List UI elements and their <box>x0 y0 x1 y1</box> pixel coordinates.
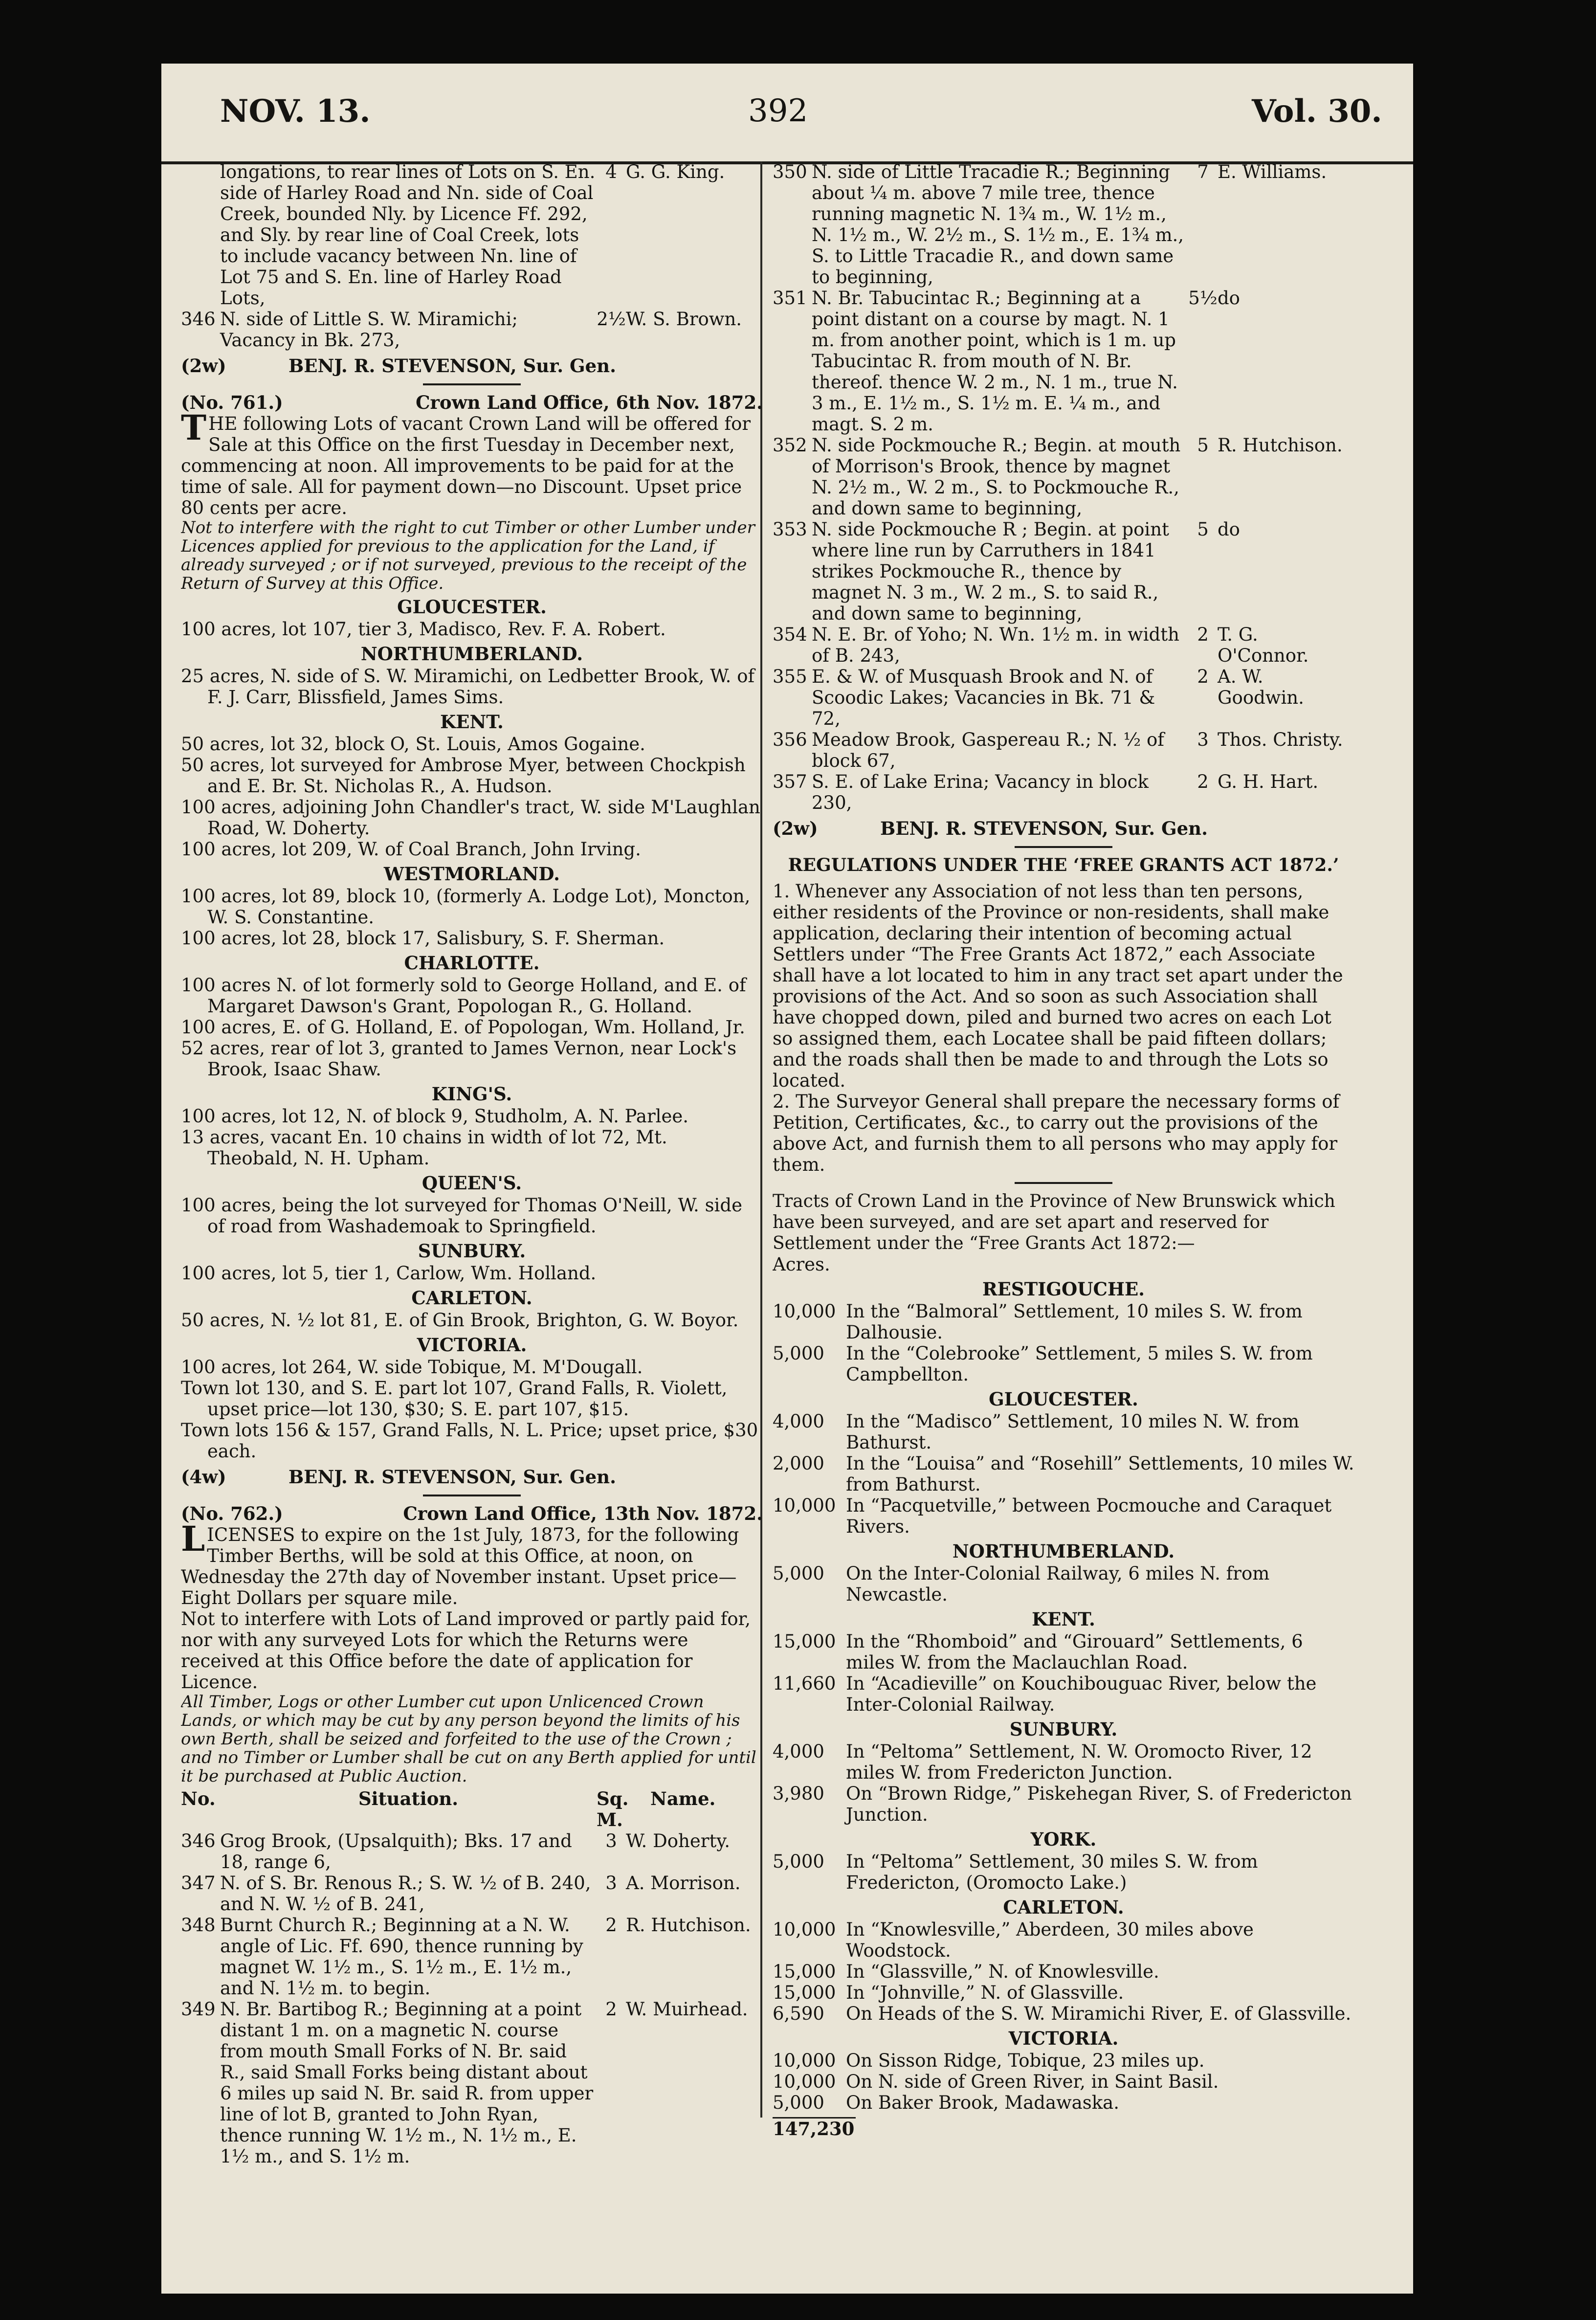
notice-office-date: Crown Land Office, 13th Nov. 1872. <box>403 1503 763 1524</box>
continued-description: longations, to rear lines of Lots on S. En. side of Harley Road and Nn. side of Coal Creek, bounded Nly. by Licence Ff. 292, and Sly. by rear line of Coal Creek, lots to include vacancy between Nn. line of Lot 75 and S. En. line of Harley Road Lots, <box>220 161 596 309</box>
section-rule <box>1015 846 1112 848</box>
tract-county-heading: YORK. <box>1030 1829 1097 1850</box>
tract-description: In the “Colebrooke” Settlement, 5 miles S. W. from Campbellton. <box>846 1343 1313 1385</box>
acres-total: 147,230 <box>773 2117 856 2140</box>
tract-acres: 5,000 <box>773 2092 824 2113</box>
county-lot-list <box>181 597 763 1462</box>
notice-office-date: Crown Land Office, 6th Nov. 1872. <box>416 392 763 413</box>
berth-situation: N. side Pockmouche R.; Begin. at mouth of Morrison's Brook, thence by magnet N. 2½ m., W. 2 m., S. to Pockmouche R., and down same to beginning, <box>812 435 1181 519</box>
berth-situation: Burnt Church R.; Beginning at a N. W. angle of Lic. Ff. 690, thence running by magnet W. 1½ m., S. 1½ m., E. 1½ m., and N. 1½ m. to begin. <box>220 1915 583 1999</box>
notice-761-heading <box>181 392 763 413</box>
tract-row <box>773 1631 1354 1673</box>
berth-situation: Grog Brook, (Upsalquith); Bks. 17 and 18, range 6, <box>220 1830 572 1873</box>
volume-number: Vol. 30. <box>1252 93 1382 130</box>
berth-situation: N. side of Little Tracadie R.; Beginning about ¼ m. above 7 mile tree, thence running magnetic N. 1¾ m., W. 1½ m., N. 1½ m., W. 2½ m., S. 1½ m., E. 1¾ m., S. to Little Tracadie R., and down same to beginning, <box>812 161 1184 288</box>
berth-number: 356 <box>773 729 807 750</box>
left-column <box>181 161 763 2166</box>
berth-row <box>773 771 1354 813</box>
tract-list <box>773 1279 1354 2113</box>
berth-situation: Meadow Brook, Gaspereau R.; N. ½ of block 67, <box>812 729 1164 771</box>
tract-description: In “Johnville,” N. of Glassville. <box>846 1982 1124 2003</box>
berth-name: G. G. King. <box>626 161 725 182</box>
tract-acres: 11,660 <box>773 1673 836 1694</box>
lot-entry: 100 acres, lot 107, tier 3, Madisco, Rev. F. A. Robert. <box>181 619 666 640</box>
gazette-page <box>161 64 1413 2294</box>
berth-row <box>773 624 1354 666</box>
tract-row <box>773 1919 1354 1961</box>
issue-date: NOV. 13. <box>220 93 371 130</box>
county-heading: GLOUCESTER. <box>397 596 547 618</box>
tract-description: On N. side of Green River, in Saint Basil. <box>846 2071 1219 2092</box>
berth-situation: N. E. Br. of Yoho; N. Wn. 1½ m. in width of B. 243, <box>812 624 1179 666</box>
tract-acres: 10,000 <box>773 2050 836 2071</box>
tract-acres: 3,980 <box>773 1783 824 1804</box>
notice-number: (No. 762.) <box>181 1503 283 1524</box>
tract-row <box>773 1563 1354 1605</box>
lot-entry: 100 acres N. of lot formerly sold to George Holland, and E. of Margaret Dawson's Grant, Popologan R., G. Holland. <box>181 975 746 1017</box>
berth-number: 351 <box>773 288 807 309</box>
regulations-title: REGULATIONS UNDER THE ‘FREE GRANTS ACT 1872.’ <box>788 855 1339 875</box>
berth-number: 355 <box>773 666 807 687</box>
tract-county-heading: NORTHUMBERLAND. <box>952 1540 1175 1562</box>
tract-county-heading: RESTIGOUCHE. <box>982 1278 1145 1300</box>
tracts-intro: Tracts of Crown Land in the Province of New Brunswick which have been surveyed, and are set apart and reserved for Settlement under the “Free Grants Act 1872:— <box>773 1191 1335 1253</box>
berth-name: A. Morrison. <box>626 1873 741 1894</box>
acres-label: Acres. <box>773 1254 830 1275</box>
insertion-tag: (2w) <box>181 355 226 377</box>
tract-row <box>773 1495 1354 1537</box>
tract-row <box>773 1453 1354 1495</box>
col-no: No. <box>181 1788 216 1809</box>
berth-number: 347 <box>181 1873 216 1894</box>
tract-row <box>773 2071 1354 2092</box>
signature-name: BENJ. R. STEVENSON, Sur. Gen. <box>880 818 1208 839</box>
insertion-tag: (4w) <box>181 1466 226 1488</box>
tract-row <box>773 1982 1354 2003</box>
county-heading: WESTMORLAND. <box>383 863 560 885</box>
tract-description: In the “Balmoral” Settlement, 10 miles S. W. from Dalhousie. <box>846 1301 1303 1343</box>
berth-situation: E. & W. of Musquash Brook and N. of Scoodic Lakes; Vacancies in Bk. 71 & 72, <box>812 666 1155 729</box>
berth-name: do <box>1218 288 1240 309</box>
lot-entry: 50 acres, N. ½ lot 81, E. of Gin Brook, Brighton, G. W. Boyor. <box>181 1310 739 1331</box>
tract-description: In “Acadieville” on Kouchibouguac River, below the Inter-Colonial Railway. <box>846 1673 1317 1715</box>
berth-situation: N. side of Little S. W. Miramichi; Vacancy in Bk. 273, <box>220 309 518 351</box>
tract-county-heading: KENT. <box>1032 1608 1095 1630</box>
lot-entry: 50 acres, lot 32, block O, St. Louis, Amos Gogaine. <box>181 734 645 755</box>
berth-situation: N. side Pockmouche R ; Begin. at point where line run by Carruthers in 1841 strikes Pockmouche R., thence by magnet N. 3 m., W. 2 m., S. to said R., and down same to beginning, <box>812 519 1169 624</box>
col-situation: Situation. <box>358 1788 459 1809</box>
berth-row <box>773 729 1354 771</box>
berth-sq-miles: 2 <box>1197 771 1209 792</box>
lot-entry: 25 acres, N. side of S. W. Miramichi, on Ledbetter Brook, W. of F. J. Carr, Blissfield, James Sims. <box>181 666 755 708</box>
berth-row <box>181 1873 763 1915</box>
berth-number: 349 <box>181 1999 216 2020</box>
notice-761-body <box>181 407 763 518</box>
lot-entry: 13 acres, vacant En. 10 chains in width of lot 72, Mt. Theobald, N. H. Upham. <box>181 1127 667 1169</box>
lot-entry: 100 acres, lot 12, N. of block 9, Studholm, A. N. Parlee. <box>181 1106 689 1127</box>
tract-row <box>773 2050 1354 2071</box>
berth-table <box>181 1830 763 2166</box>
berth-sq-miles: 7 <box>1197 161 1209 182</box>
tract-acres: 5,000 <box>773 1563 824 1584</box>
notice-762-caveat: All Timber, Logs or other Lumber cut upon Unlicenced Crown Lands, or which may be cut by any person beyond the limits of his own Berth, shall be seized and forfeited to the use of the Crown ; and no Timber or Lumber shall be cut on any Berth applied for until it be purchased at Public Auction. <box>181 1692 756 1786</box>
tract-county-heading: CARLETON. <box>1003 1896 1124 1918</box>
lot-entry: 100 acres, adjoining John Chandler's tract, W. side M'Laughlan Road, W. Doherty. <box>181 797 760 839</box>
lot-entry: 100 acres, E. of G. Holland, E. of Popologan, Wm. Holland, Jr. <box>181 1017 745 1038</box>
signature-line <box>773 818 1354 839</box>
notice-761-text: HE following Lots of vacant Crown Land will be offered for Sale at this Office on the first Tuesday in December next, commencing at noon. All improvements to be paid for at the time of sale. All for payment down—no Discount. Upset price 80 cents per acre. <box>181 413 751 518</box>
berth-sq-miles: 5 <box>1197 519 1209 540</box>
berth-number: 357 <box>773 771 807 792</box>
notice-number: (No. 761.) <box>181 392 283 413</box>
tract-row <box>773 1961 1354 1982</box>
tract-description: On Sisson Ridge, Tobique, 23 miles up. <box>846 2050 1205 2071</box>
continued-berth <box>181 161 763 309</box>
tract-description: On Heads of the S. W. Miramichi River, E. of Glassville. <box>846 2003 1352 2024</box>
tract-row <box>773 2003 1354 2024</box>
berth-number: 348 <box>181 1915 216 1936</box>
county-heading: QUEEN'S. <box>421 1172 522 1194</box>
berth-row <box>181 1915 763 1999</box>
tract-acres: 4,000 <box>773 1741 824 1762</box>
berth-row <box>773 666 1354 729</box>
berth-number: 346 <box>181 309 216 330</box>
berth-situation: N. Br. Bartibog R.; Beginning at a point distant 1 m. on a magnetic N. course from mouth Small Forks of N. Br. said R., said Small Forks being distant about 6 miles up said N. Br. said R. from upper line of lot B, granted to John Ryan, thence running W. 1½ m., N. 1½ m., E. 1½ m., and S. 1½ m. <box>220 1999 594 2166</box>
lot-entry: 100 acres, lot 28, block 17, Salisbury, S. F. Sherman. <box>181 928 665 949</box>
berth-sq-miles: 3 <box>605 1830 617 1852</box>
tract-description: In the “Madisco” Settlement, 10 miles N. W. from Bathurst. <box>846 1411 1300 1453</box>
tract-row <box>773 1851 1354 1893</box>
berth-sq-miles: 3 <box>605 1873 617 1894</box>
tract-row <box>773 1741 1354 1783</box>
section-rule <box>423 383 521 385</box>
right-column <box>773 161 1354 2166</box>
berth-situation: S. E. of Lake Erina; Vacancy in block 230, <box>812 771 1149 813</box>
berth-row <box>773 161 1354 288</box>
berth-name: Thos. Christy. <box>1218 729 1343 750</box>
tract-description: On the Inter-Colonial Railway, 6 miles N. from Newcastle. <box>846 1563 1270 1605</box>
berth-sq-miles: 2 <box>1197 666 1209 687</box>
drop-cap: T <box>181 407 207 448</box>
tract-acres: 10,000 <box>773 1495 836 1516</box>
berth-sq-miles: 2½ <box>597 309 626 330</box>
berth-sq-miles: 5½ <box>1188 288 1218 309</box>
lot-entry: 50 acres, lot surveyed for Ambrose Myer, between Chockpish and E. Br. St. Nicholas R., A. Hudson. <box>181 755 746 797</box>
county-heading: KENT. <box>440 711 504 733</box>
page-header <box>161 64 1413 164</box>
berth-situation: N. Br. Tabucintac R.; Beginning at a point distant on a course by magt. N. 1 m. from another point, which is 1 m. up Tabucintac R. from mouth of N. Br. thereof. thence W. 2 m., N. 1 m., true N. 3 m., E. 1½ m., S. 1½ m. E. ¼ m., and magt. S. 2 m. <box>812 288 1178 435</box>
page-number: 392 <box>748 93 808 129</box>
tract-description: In “Glassville,” N. of Knowlesville. <box>846 1961 1159 1982</box>
berth-row <box>181 1830 763 1873</box>
tract-row <box>773 1411 1354 1453</box>
tract-acres: 10,000 <box>773 1301 836 1322</box>
tract-description: In “Pacquetville,” between Pocmouche and Caraquet Rivers. <box>846 1495 1332 1537</box>
berth-name: W. S. Brown. <box>626 309 742 330</box>
regulation-1: 1. Whenever any Association of not less than ten persons, either residents of the Province or non-residents, shall make application, declaring their intention of becoming actual Settlers under “The Free Grants Act 1872,” each Associate shall have a lot located to him in any tract set apart under the provisions of the Act. And so soon as such Association shall have chopped down, piled and burned two acres on each Lot so assigned them, each Locatee shall be paid fifteen dollars; and the roads shall then be made to and through the Lots so located. <box>773 881 1343 1091</box>
berth-sq-miles: 3 <box>1197 729 1209 750</box>
notice-762-body <box>181 1518 763 1608</box>
berth-sq-miles: 4 <box>605 161 617 182</box>
lot-entry: 100 acres, lot 264, W. side Tobique, M. M'Dougall. <box>181 1357 643 1378</box>
tract-acres: 15,000 <box>773 1982 836 2003</box>
tract-row <box>773 2092 1354 2113</box>
notice-762-heading <box>181 1503 763 1524</box>
berth-sq-miles: 2 <box>605 1915 617 1936</box>
county-heading: CHARLOTTE. <box>404 952 540 974</box>
tract-acres: 10,000 <box>773 1919 836 1940</box>
tract-description: In the “Louisa” and “Rosehill” Settlements, 10 miles W. from Bathurst. <box>846 1453 1354 1495</box>
berth-number: 354 <box>773 624 807 645</box>
berth-sq-miles: 2 <box>1197 624 1209 645</box>
col-name: Name. <box>650 1788 716 1809</box>
section-rule <box>423 1495 521 1496</box>
tract-acres: 6,590 <box>773 2003 824 2024</box>
tract-acres: 5,000 <box>773 1343 824 1364</box>
tract-acres: 5,000 <box>773 1851 824 1872</box>
berth-name: do <box>1218 519 1240 540</box>
tract-acres: 2,000 <box>773 1453 824 1474</box>
berth-sq-miles: 2 <box>605 1999 617 2020</box>
county-heading: CARLETON. <box>411 1287 532 1309</box>
tract-row <box>773 1343 1354 1385</box>
berth-name: W. Doherty. <box>626 1830 731 1852</box>
tract-description: On Baker Brook, Madawaska. <box>846 2092 1119 2113</box>
regulation-2: 2. The Surveyor General shall prepare the necessary forms of Petition, Certificates, &c., to carry out the provisions of the above Act, and furnish them to all persons who may apply for them. <box>773 1091 1340 1175</box>
tract-row <box>773 1673 1354 1715</box>
signature-line <box>181 1467 763 1488</box>
county-heading: KING'S. <box>431 1083 512 1105</box>
section-rule <box>1015 1182 1112 1184</box>
tract-acres: 15,000 <box>773 1961 836 1982</box>
berth-number: 350 <box>773 161 807 182</box>
tract-description: In “Knowlesville,” Aberdeen, 30 miles above Woodstock. <box>846 1919 1254 1961</box>
berth-row <box>773 519 1354 624</box>
notice-762-text: ICENSES to expire on the 1st July, 1873, for the following Timber Berths, will be sold at this Office, at noon, on Wednesday the 27th day of November instant. Upset price—Eight Dollars per square mile. <box>181 1524 739 1608</box>
county-heading: VICTORIA. <box>417 1334 527 1356</box>
berth-number: 346 <box>181 1830 216 1852</box>
tract-description: In the “Rhomboid” and “Girouard” Settlements, 6 miles W. from the Maclauchlan Road. <box>846 1631 1303 1673</box>
berth-number: 353 <box>773 519 807 540</box>
tract-row <box>773 1783 1354 1825</box>
signature-name: BENJ. R. STEVENSON, Sur. Gen. <box>288 1466 616 1488</box>
berth-table-header <box>181 1788 763 1830</box>
berth-name: G. H. Hart. <box>1218 771 1319 792</box>
berth-name: E. Williams. <box>1218 161 1327 182</box>
berth-row <box>181 309 763 351</box>
lot-entry: 52 acres, rear of lot 3, granted to James Vernon, near Lock's Brook, Isaac Shaw. <box>181 1038 737 1080</box>
tract-description: In “Peltoma” Settlement, 30 miles S. W. from Fredericton, (Oromocto Lake.) <box>846 1851 1258 1893</box>
signature-line <box>181 356 763 377</box>
lot-entry: 100 acres, lot 89, block 10, (formerly A. Lodge Lot), Moncton, W. S. Constantine. <box>181 886 751 928</box>
drop-cap: L <box>181 1518 205 1559</box>
notice-762-body-2: Not to interfere with Lots of Land improved or partly paid for, nor with any surveyed Lots for which the Returns were received at this Office before the date of application for Licence. <box>181 1608 751 1693</box>
lot-entry: 100 acres, lot 209, W. of Coal Branch, John Irving. <box>181 839 641 860</box>
tract-acres: 10,000 <box>773 2071 836 2092</box>
tract-county-heading: VICTORIA. <box>1008 2028 1119 2049</box>
berth-situation: N. of S. Br. Renous R.; S. W. ½ of B. 240, and N. W. ½ of B. 241, <box>220 1873 591 1915</box>
lot-entry: 100 acres, lot 5, tier 1, Carlow, Wm. Holland. <box>181 1263 597 1284</box>
berth-row <box>773 288 1354 435</box>
berth-name: R. Hutchison. <box>1218 435 1343 456</box>
tract-acres: 4,000 <box>773 1411 824 1432</box>
berth-name: R. Hutchison. <box>626 1915 751 1936</box>
tract-description: In “Peltoma” Settlement, N. W. Oromocto River, 12 miles W. from Fredericton Junction. <box>846 1741 1312 1783</box>
tract-acres: 15,000 <box>773 1631 836 1652</box>
berth-name: T. G. O'Connor. <box>1218 624 1309 666</box>
berth-sq-miles: 5 <box>1197 435 1209 456</box>
berth-table-continued <box>773 161 1354 813</box>
county-heading: NORTHUMBERLAND. <box>360 643 583 665</box>
lot-entry: Town lots 156 & 157, Grand Falls, N. L. Price; upset price, $30 each. <box>181 1420 758 1462</box>
berth-number: 352 <box>773 435 807 456</box>
tract-county-heading: GLOUCESTER. <box>989 1388 1138 1410</box>
berth-name: W. Muirhead. <box>626 1999 748 2020</box>
tract-description: On “Brown Ridge,” Piskehegan River, S. of Fredericton Junction. <box>846 1783 1352 1825</box>
col-sq-miles: Sq. M. <box>597 1788 629 1830</box>
signature-name: BENJ. R. STEVENSON, Sur. Gen. <box>288 355 616 377</box>
insertion-tag: (2w) <box>773 818 818 839</box>
tract-county-heading: SUNBURY. <box>1009 1718 1118 1740</box>
county-heading: SUNBURY. <box>418 1240 526 1262</box>
berth-row <box>181 1999 763 2166</box>
berth-row <box>773 435 1354 519</box>
tract-row <box>773 1301 1354 1343</box>
lot-entry: Town lot 130, and S. E. part lot 107, Grand Falls, R. Violett, upset price—lot 130, $30; S. E. part 107, $15. <box>181 1378 728 1420</box>
lot-entry: 100 acres, being the lot surveyed for Thomas O'Neill, W. side of road from Washademoak to Springfield. <box>181 1195 742 1237</box>
notice-761-caveat: Not to interfere with the right to cut Timber or other Lumber under Licences applied for previous to the application for the Land, if already surveyed ; or if not surveyed, previous to the receipt of the Return of Survey at this Office. <box>181 518 755 593</box>
berth-name: A. W. Goodwin. <box>1218 666 1304 708</box>
